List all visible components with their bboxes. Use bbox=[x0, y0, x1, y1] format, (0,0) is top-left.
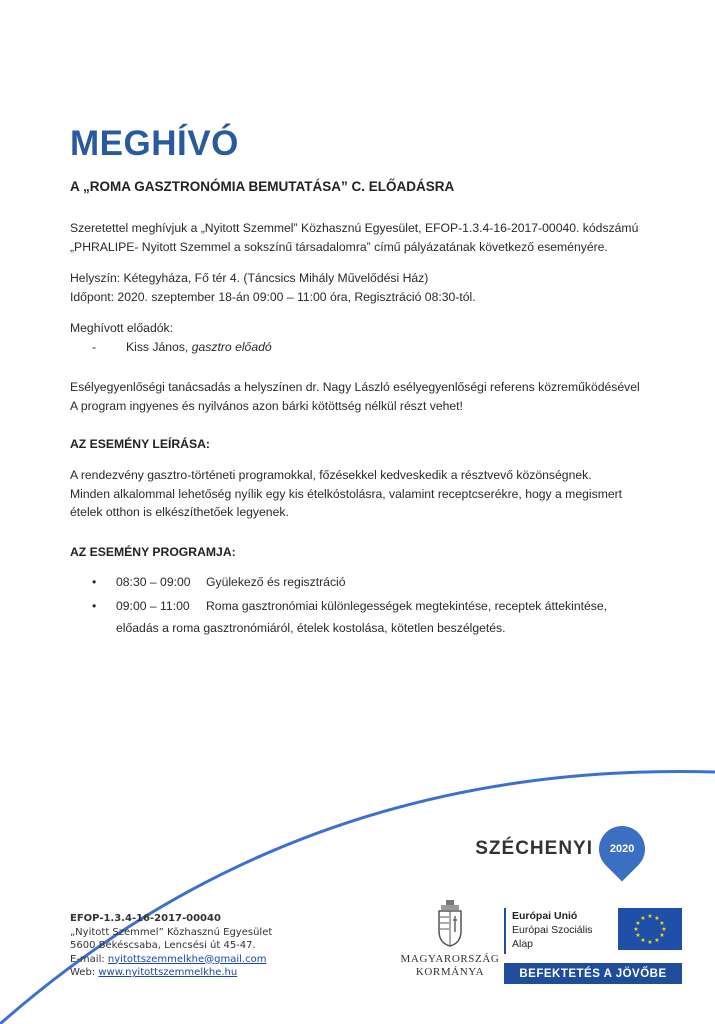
svg-text:★: ★ bbox=[659, 932, 665, 939]
svg-text:★: ★ bbox=[635, 920, 641, 927]
intro-line-2: „PHRALIPE- Nyitott Szemmel a sokszínű társadalomra” című pályázatának következő eseményére. bbox=[70, 239, 608, 254]
szechenyi-logo bbox=[475, 826, 645, 872]
eu-flag-icon bbox=[618, 908, 682, 950]
gov-line-2: KORMÁNYA bbox=[415, 966, 485, 978]
svg-text:★: ★ bbox=[635, 932, 641, 939]
eu-line-1: Európai Unió bbox=[512, 910, 578, 922]
event-time: Időpont: 2020. szeptember 18-án 09:00 – 11:00 óra, Regisztráció 08:30-tól. bbox=[70, 289, 476, 304]
svg-text:★: ★ bbox=[640, 915, 646, 922]
footer-address: 5600 Békéscsaba, Lencsési út 45-47. bbox=[70, 940, 256, 951]
page-title: MEGHÍVÓ bbox=[70, 124, 239, 163]
speaker-dash: - bbox=[92, 339, 97, 354]
footer-web-row bbox=[70, 966, 272, 980]
svg-text:★: ★ bbox=[633, 926, 639, 933]
event-location: Helyszín: Kétegyháza, Fő tér 4. (Táncsics Mihály Művelődési Ház) bbox=[70, 271, 429, 285]
notice-line-2: A program ingyenes és nyilvános azon bárki kötöttség nélkül részt vehet! bbox=[70, 398, 463, 413]
footer-email-label: E-mail: bbox=[70, 953, 108, 965]
description-line-3: ételek otthon is elkészíthetőek legyenek. bbox=[70, 505, 289, 519]
eu-divider bbox=[504, 908, 506, 954]
notice-line-1: Esélyegyenlőségi tanácsadás a helyszínen dr. Nagy László esélyegyenlőségi referens közreműködésével bbox=[70, 380, 640, 394]
bullet-icon: • bbox=[92, 599, 97, 613]
footer-web-label: Web: bbox=[70, 967, 99, 978]
eu-banner: BEFEKTETÉS A JÖVŐBE bbox=[504, 963, 682, 984]
footer-contact bbox=[70, 912, 272, 980]
svg-text:★: ★ bbox=[647, 939, 653, 946]
description-line-2: Minden alkalommal lehetőség nyílik egy kis ételkóstolásra, valamint receptcserékre, hogy a megismert bbox=[70, 486, 623, 501]
footer-org: „Nyitott Szemmel” Közhasznú Egyesület bbox=[70, 926, 273, 938]
svg-text:★: ★ bbox=[654, 937, 660, 944]
szechenyi-text: SZÉCHENYI bbox=[475, 838, 593, 859]
szechenyi-year: 2020 bbox=[609, 843, 635, 856]
government-logo bbox=[400, 898, 500, 979]
svg-text:★: ★ bbox=[654, 915, 660, 922]
footer-email-row bbox=[70, 953, 272, 967]
footer-email-link[interactable]: nyitottszemmelkhe@gmail.com bbox=[107, 953, 267, 965]
footer-code: EFOP-1.3.4-16-2017-00040 bbox=[70, 913, 221, 924]
program-text: Gyülekező és regisztráció bbox=[206, 575, 346, 589]
gov-line-1: MAGYARORSZÁG bbox=[400, 953, 500, 965]
program-text-continued: előadás a roma gasztronómiáról, ételek kostolása, kötetlen beszélgetés. bbox=[116, 621, 506, 635]
description-line-1: A rendezvény gasztro-történeti programokkal, főzésekkel kedveskedik a résztvevő közönségnek. bbox=[70, 468, 592, 482]
program-time: 09:00 – 11:00 bbox=[116, 599, 190, 613]
page-subtitle: A „ROMA GASZTRONÓMIA BEMUTATÁSA” C. ELŐADÁSRA bbox=[70, 179, 455, 194]
speaker-name: Kiss János, bbox=[126, 339, 192, 354]
svg-text:★: ★ bbox=[640, 937, 646, 944]
program-time: 08:30 – 09:00 bbox=[116, 575, 191, 589]
eu-line-3: Alap bbox=[512, 938, 534, 950]
intro-line-1: Szeretettel meghívjuk a „Nyitott Szemmel” Közhasznú Egyesület, EFOP-1.3.4-16-2017-00040. kódszámú bbox=[70, 221, 639, 235]
hungarian-coat-of-arms-icon bbox=[435, 898, 465, 948]
program-heading: AZ ESEMÉNY PROGRAMJA: bbox=[70, 545, 236, 559]
eu-text-block bbox=[512, 909, 593, 951]
description-heading: AZ ESEMÉNY LEÍRÁSA: bbox=[70, 437, 210, 451]
bullet-icon: • bbox=[92, 575, 97, 589]
program-text: Roma gasztronómiai különlegességek megtekintése, receptek áttekintése, bbox=[206, 599, 608, 613]
eu-line-2: Európai Szociális bbox=[512, 924, 593, 936]
speakers-label: Meghívott előadók: bbox=[70, 321, 173, 335]
szechenyi-pin-icon bbox=[589, 816, 654, 881]
svg-text:★: ★ bbox=[647, 913, 653, 920]
svg-text:★: ★ bbox=[661, 926, 667, 933]
speaker-role: gasztro előadó bbox=[191, 339, 272, 354]
svg-text:★: ★ bbox=[659, 920, 665, 927]
footer-web-link[interactable]: www.nyitottszemmelkhe.hu bbox=[98, 967, 238, 978]
